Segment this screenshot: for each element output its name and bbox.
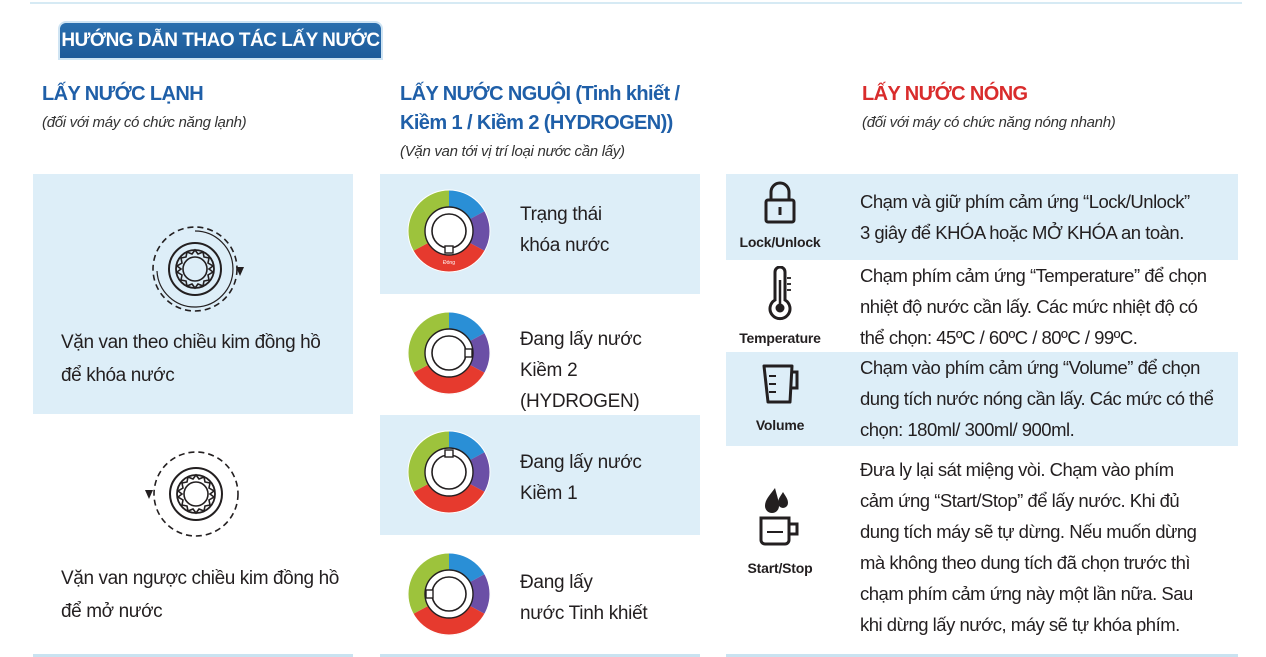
open-valve-line-2: để mở nước — [61, 601, 163, 622]
open-valve-line-1: Vặn van ngược chiều kim đồng hồ — [61, 568, 339, 589]
lock-unlock-line-1: Chạm và giữ phím cảm ứng “Lock/Unlock” — [860, 191, 1190, 212]
lock-valve-panel — [33, 174, 353, 414]
volume-line-3: chọn: 180ml/ 300ml/ 900ml. — [860, 419, 1075, 440]
state-alkaline-1-line-1: Đang lấy nước — [520, 452, 642, 473]
lock-valve-line-1: Vặn van theo chiều kim đồng hồ — [61, 332, 321, 353]
state-alkaline-2 — [380, 296, 700, 411]
room-water-note: (Vặn van tới vị trí loại nước cần lấy) — [400, 143, 625, 160]
temperature-line-2: nhiệt độ nước cần lấy. Các mức nhiệt độ có — [860, 296, 1198, 317]
selector-dial-alkaline-1-icon — [404, 427, 494, 517]
volume-row — [726, 352, 1238, 446]
lock-unlock-label: Lock/Unlock — [739, 234, 821, 250]
lock-icon — [763, 180, 797, 224]
cup-with-drop-icon — [757, 486, 803, 548]
state-alkaline-1 — [380, 415, 700, 535]
thermometer-icon — [765, 266, 795, 322]
temperature-label: Temperature — [739, 330, 821, 346]
state-locked-line-2: khóa nước — [520, 235, 610, 256]
lock-unlock-row — [726, 174, 1238, 260]
selector-dial-alkaline-2-icon — [404, 308, 494, 398]
room-water-title-line-1: LẤY NƯỚC NGUỘI (Tinh khiết / — [400, 83, 680, 105]
state-locked-line-1: Trạng thái — [520, 204, 602, 225]
start-stop-line-1: Đưa ly lại sát miệng vòi. Chạm vào phím — [860, 459, 1174, 480]
temperature-line-3: thể chọn: 45ºC / 60ºC / 80ºC / 99ºC. — [860, 327, 1138, 348]
top-divider — [30, 2, 1242, 4]
start-stop-line-4: mà không theo dung tích đã chọn trước thì — [860, 552, 1191, 573]
start-stop-line-2: cảm ứng “Start/Stop” để lấy nước. Khi đủ — [860, 490, 1180, 511]
state-purified-line-2: nước Tinh khiết — [520, 603, 648, 624]
start-stop-line-5: chạm phím cảm ứng này một lần nữa. Sau — [860, 583, 1193, 604]
hot-water-title: LẤY NƯỚC NÓNG — [862, 83, 1028, 105]
open-valve-panel — [33, 414, 353, 654]
volume-line-1: Chạm vào phím cảm ứng “Volume” để chọn — [860, 357, 1200, 378]
temperature-row — [726, 260, 1238, 352]
start-stop-row — [726, 452, 1238, 654]
state-purified-line-1: Đang lấy — [520, 572, 593, 593]
valve-clockwise-icon — [143, 219, 251, 319]
measuring-cup-icon — [760, 362, 800, 406]
volume-line-2: dung tích nước nóng cần lấy. Các mức có thể — [860, 388, 1214, 409]
room-water-title-line-2: Kiềm 1 / Kiềm 2 (HYDROGEN)) — [400, 112, 673, 134]
lock-valve-line-2: để khóa nước — [61, 365, 175, 386]
volume-label: Volume — [755, 417, 805, 433]
cold-water-title: LẤY NƯỚC LẠNH — [42, 83, 204, 105]
selector-dial-closed-icon — [404, 186, 494, 276]
temperature-line-1: Chạm phím cảm ứng “Temperature” để chọn — [860, 265, 1207, 286]
state-purified — [380, 537, 700, 654]
cold-water-note: (đối với máy có chức năng lạnh) — [42, 114, 247, 131]
state-locked — [380, 174, 700, 294]
room-water-title — [400, 80, 679, 138]
state-alkaline-2-line-2: Kiềm 2 (HYDROGEN) — [520, 360, 640, 412]
section-banner: HƯỚNG DẪN THAO TÁC LẤY NƯỚC — [58, 21, 383, 60]
state-alkaline-2-line-1: Đang lấy nước — [520, 329, 642, 350]
state-alkaline-1-line-2: Kiềm 1 — [520, 483, 578, 504]
start-stop-line-3: dung tích máy sẽ tự dừng. Nếu muốn dừng — [860, 521, 1197, 542]
lock-unlock-line-2: 3 giây để KHÓA hoặc MỞ KHÓA an toàn. — [860, 222, 1184, 243]
start-stop-line-6: khi dừng lấy nước, máy sẽ tự khóa phím. — [860, 614, 1180, 635]
valve-counterclockwise-icon — [138, 444, 250, 544]
start-stop-label: Start/Stop — [747, 560, 813, 576]
dial-label-closed: Đóng — [443, 260, 455, 266]
selector-dial-purified-icon — [404, 549, 494, 639]
hot-water-note: (đối với máy có chức năng nóng nhanh) — [862, 114, 1116, 131]
